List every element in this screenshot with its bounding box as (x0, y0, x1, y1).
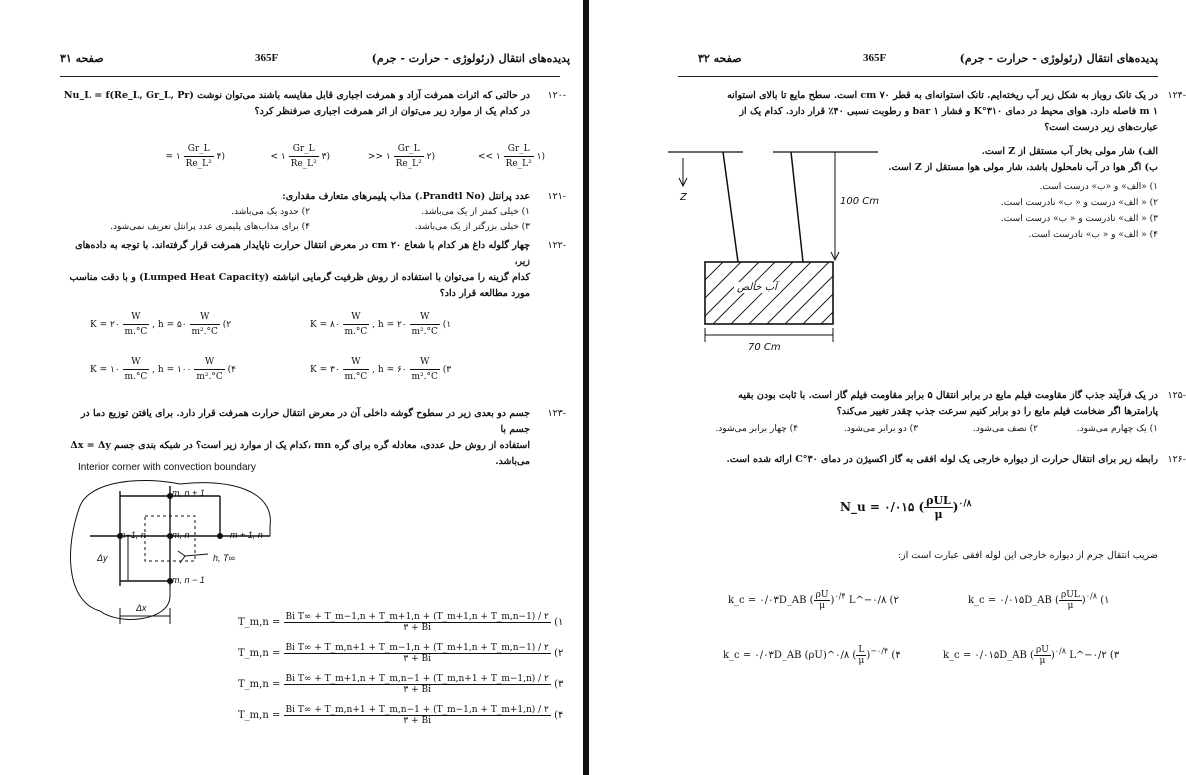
label-node-left: m−1, n (118, 530, 146, 540)
question-text: عبارت‌های زیر درست است؟ (1044, 122, 1158, 133)
q120-options (125, 136, 545, 172)
label-node-center: m, n (172, 530, 190, 540)
page-header (30, 46, 570, 68)
page-header (618, 46, 1158, 68)
tank-diagram (663, 140, 893, 360)
option-1[interactable]: ۱) یک چهارم می‌شود. (1076, 424, 1158, 434)
option-4[interactable]: k_c = ۰/۰۳D_AB (ρU)^۰/۸ ( $\frac{L}{\mu}$ )$^{-۰/۴}$ (۴ (723, 645, 901, 666)
question-number: -۱۲۴ (1167, 90, 1186, 101)
question-text: می‌باشد. (495, 456, 530, 467)
right-page (618, 0, 1186, 775)
label-node-right: m + 1, n (230, 530, 263, 540)
option-4[interactable]: K = ۱۰ $\frac{W}{m.^\circ C}$ , h = ۱۰۰ $\frac{W}{\text{m².°C}}$ (۴ (90, 357, 236, 382)
question-125 (658, 388, 1186, 420)
page-divider (583, 0, 589, 775)
main-equation: N_u = ۰/۰۱۵ ( $\frac{\text{ρUL}}{\mu}$ )$^{۰/۸}$ (840, 494, 972, 521)
option-2[interactable]: (۲ $\frac{Gr\_L}{\text{Re\_L²}}$ >> ۱ (367, 144, 435, 169)
option-4[interactable]: ۴) چهار برابر می‌شود. (715, 424, 798, 434)
option-2[interactable]: K = ۲۰ $\frac{W}{m.^\circ C}$ , h = ۵۰ $\frac{W}{\text{m².°C}}$ (۲ (90, 312, 232, 337)
question-text: جسم دو بعدی زیر در سطوح گوشه داخلی آن در معرض انتقال حرارت همرفت قرار دارد. برای یافتن توزیع دما در جسم با (80, 408, 530, 435)
question-number: -۱۲۲ (547, 240, 566, 251)
exam-code: 365F (255, 52, 279, 64)
option-3[interactable]: k_c = ۰/۰۱۵D_AB ( $\frac{\rho U}{\mu}$ )$^{۰/۸}$ L^−۰/۲ (۳ (943, 645, 1120, 666)
option-4[interactable]: ۴) برای مذاب‌های پلیمری عدد پرانتل تعریف نمی‌شود. (110, 222, 310, 232)
page-number: صفحه ۳۲ (698, 52, 742, 65)
figure-caption: Interior corner with convection boundary (78, 462, 256, 473)
question-number: -۱۲۱ (547, 191, 566, 202)
option-3[interactable]: (۳ $\frac{Gr\_L}{\text{Re\_L²}}$ < ۱ (270, 144, 330, 169)
question-126 (658, 452, 1186, 468)
question-122 (60, 238, 566, 302)
formula: Nu_L = f(Re_L, Gr_L, Pr) (63, 90, 194, 101)
header-title: پدیده‌های انتقال (رئولوژی - حرارت - جرم) (959, 52, 1158, 65)
question-text: پارامترها اگر ضخامت فیلم مایع را دو برابر کنیم سرعت جذب چقدر تغییر می‌کند؟ (836, 406, 1158, 417)
question-number: -۱۲۳ (547, 408, 566, 419)
option-4[interactable]: T_m,n = $\frac{\text{Bi T∞ + T\_m,n+1 + T\_m,n−1 + (T\_m−1,n + T\_m+1,n) / ۲}}{۳ + Bi}$ (۴ (238, 705, 564, 726)
option-3[interactable]: ۳) خیلی بزرگتر از یک می‌باشد. (414, 222, 530, 232)
question-text: استفاده از روش حل عددی، معادله گره برای گره mn ،کدام یک از موارد زیر است؟ در شبکه بندی جسم Δx = Δy (70, 440, 530, 451)
option-1[interactable]: ۱) «الف» و «ب» درست است. (1039, 182, 1158, 192)
header-rule (678, 76, 1158, 77)
header-title: پدیده‌های انتقال (رئولوژی - حرارت - جرم) (371, 52, 570, 65)
option-2[interactable]: k_c = ۰/۰۳D_AB ( $\frac{\rho U}{\mu}$ )$^{۰/۴}$ L^−۰/۸ (۲ (728, 590, 899, 611)
option-3[interactable]: T_m,n = $\frac{\text{Bi T∞ + T\_m+1,n + T\_m,n−1 + (T\_m,n+1 + T\_m−1,n) / ۲}}{۳ + Bi}$ (۳ (238, 674, 564, 695)
label-dx: Δx (136, 603, 147, 613)
question-124 (688, 88, 1186, 136)
label-node-bottom: m, n − 1 (172, 575, 205, 585)
option-1[interactable]: k_c = ۰/۰۱۵D_AB ( $\frac{\text{ρUL}}{\mu}$ )$^{۰/۸}$ (۱ (968, 590, 1110, 611)
option-4[interactable]: ۴) « الف» و « ب» نادرست است. (1028, 230, 1158, 240)
exam-code: 365F (863, 52, 887, 64)
label-convection: h, T∞ (213, 553, 235, 563)
header-rule (60, 76, 560, 77)
option-3[interactable]: ۳) دو برابر می‌شود. (843, 424, 918, 434)
option-4[interactable]: (۴ $\frac{Gr\_L}{\text{Re\_L²}}$ = ۱ (165, 144, 225, 169)
question-text: در حالتی که اثرات همرفت آزاد و همرفت اجباری قابل مقایسه باشند می‌توان نوشت (197, 90, 530, 101)
question-text: ۱ m فاصله دارد. هوای محیط در دمای ۳۱۰°K و فشار ۱ bar و رطوبت نسبی ۴۰٪ قرار دارد. کدام یک از (739, 106, 1158, 117)
question-number: -۱۲۰ (547, 90, 566, 101)
statement-a: الف) شار مولی بخار آب مستقل از Z است. (981, 146, 1158, 157)
question-text: کدام گزینه را می‌توان با استفاده از روش ظرفیت گرمایی انباشته (Lumped Heat Capacity) و با دقت مناسب (69, 272, 530, 283)
question-number: -۱۲۵ (1167, 390, 1186, 401)
label-dy: Δy (97, 553, 108, 563)
question-text-2: ضریب انتقال جرم از دیواره خارجی این لوله افقی عبارت است از: (897, 550, 1158, 561)
option-1[interactable]: (۱ $\frac{Gr\_L}{\text{Re\_L²}}$ << ۱ (477, 144, 545, 169)
liquid-label: آب خالص (734, 282, 780, 293)
option-3[interactable]: ۳) « الف» نادرست و « ب» درست است. (1000, 214, 1158, 224)
question-text: چهار گلوله داغ هر کدام با شعاع ۲۰ cm در معرض انتقال حرارت ناپایدار همرفت قرار گرفته‌اند. با توجه به داده‌های زیر، (75, 240, 530, 267)
question-text: مورد مطالعه قرار داد؟ (439, 288, 530, 299)
label-node-top: m, n + 1 (172, 488, 205, 498)
question-text-2: در کدام یک از موارد زیر می‌توان از اثر همرفت اجباری صرفنظر کرد؟ (254, 106, 530, 117)
option-2[interactable]: ۲) « الف» درست و « ب» نادرست است. (1000, 198, 1158, 208)
option-2[interactable]: T_m,n = $\frac{\text{Bi T∞ + T\_m,n+1 + T\_m−1,n + (T\_m+1,n + T\_m,n−1) / ۲}}{۳ + Bi}$ (۲ (238, 643, 564, 664)
question-number: -۱۲۶ (1167, 454, 1186, 465)
z-label: Z (680, 192, 687, 203)
option-1[interactable]: ۱) خیلی کمتر از یک می‌باشد. (421, 207, 530, 217)
question-text: عدد پرانتل (Prandtl No.) مذاب پلیمرهای متعارف مقداری: (282, 191, 530, 202)
question-text: در یک تانک روباز به شکل زیر آب ریخته‌ایم. تانک استوانه‌ای به قطر ۷۰ cm است. سطح مایع تا بالای استوانه (727, 90, 1158, 101)
option-1[interactable]: T_m,n = $\frac{\text{Bi T∞ + T\_m−1,n + T\_m+1,n + (T\_m+1,n + T\_m,n−1) / ۲}}{۳ + Bi}$ (۱ (238, 612, 564, 633)
question-text: رابطه زیر برای انتقال حرارت از دیواره خارجی یک لوله افقی به گاز اکسیژن در دمای ۳۰°C ارائه شده است. (726, 454, 1158, 465)
question-121 (60, 189, 566, 205)
question-123 (60, 406, 566, 470)
question-120 (60, 88, 566, 120)
statement-b: ب) اگر هوا در آب نامحلول باشد، شار مولی هوا مستقل از Z است. (888, 162, 1158, 173)
option-1[interactable]: K = ۸۰ $\frac{W}{m.^\circ C}$ , h = ۲۰ $\frac{W}{\text{m².°C}}$ (۱ (310, 312, 452, 337)
page-number: صفحه ۳۱ (60, 52, 104, 65)
option-2[interactable]: ۲) نصف می‌شود. (972, 424, 1038, 434)
option-2[interactable]: ۲) حدود یک می‌باشد. (231, 207, 310, 217)
height-label: 100 Cm (840, 196, 879, 207)
option-3[interactable]: K = ۳۰ $\frac{W}{m.^\circ C}$ , h = ۶۰ $\frac{W}{\text{m².°C}}$ (۳ (310, 357, 452, 382)
question-text: در یک فرآیند جذب گاز مقاومت فیلم مایع در برابر انتقال ۵ برابر مقاومت فیلم گاز است. با ثابت بودن بقیه (738, 390, 1158, 401)
left-page (30, 0, 570, 775)
width-label: 70 Cm (748, 342, 781, 353)
